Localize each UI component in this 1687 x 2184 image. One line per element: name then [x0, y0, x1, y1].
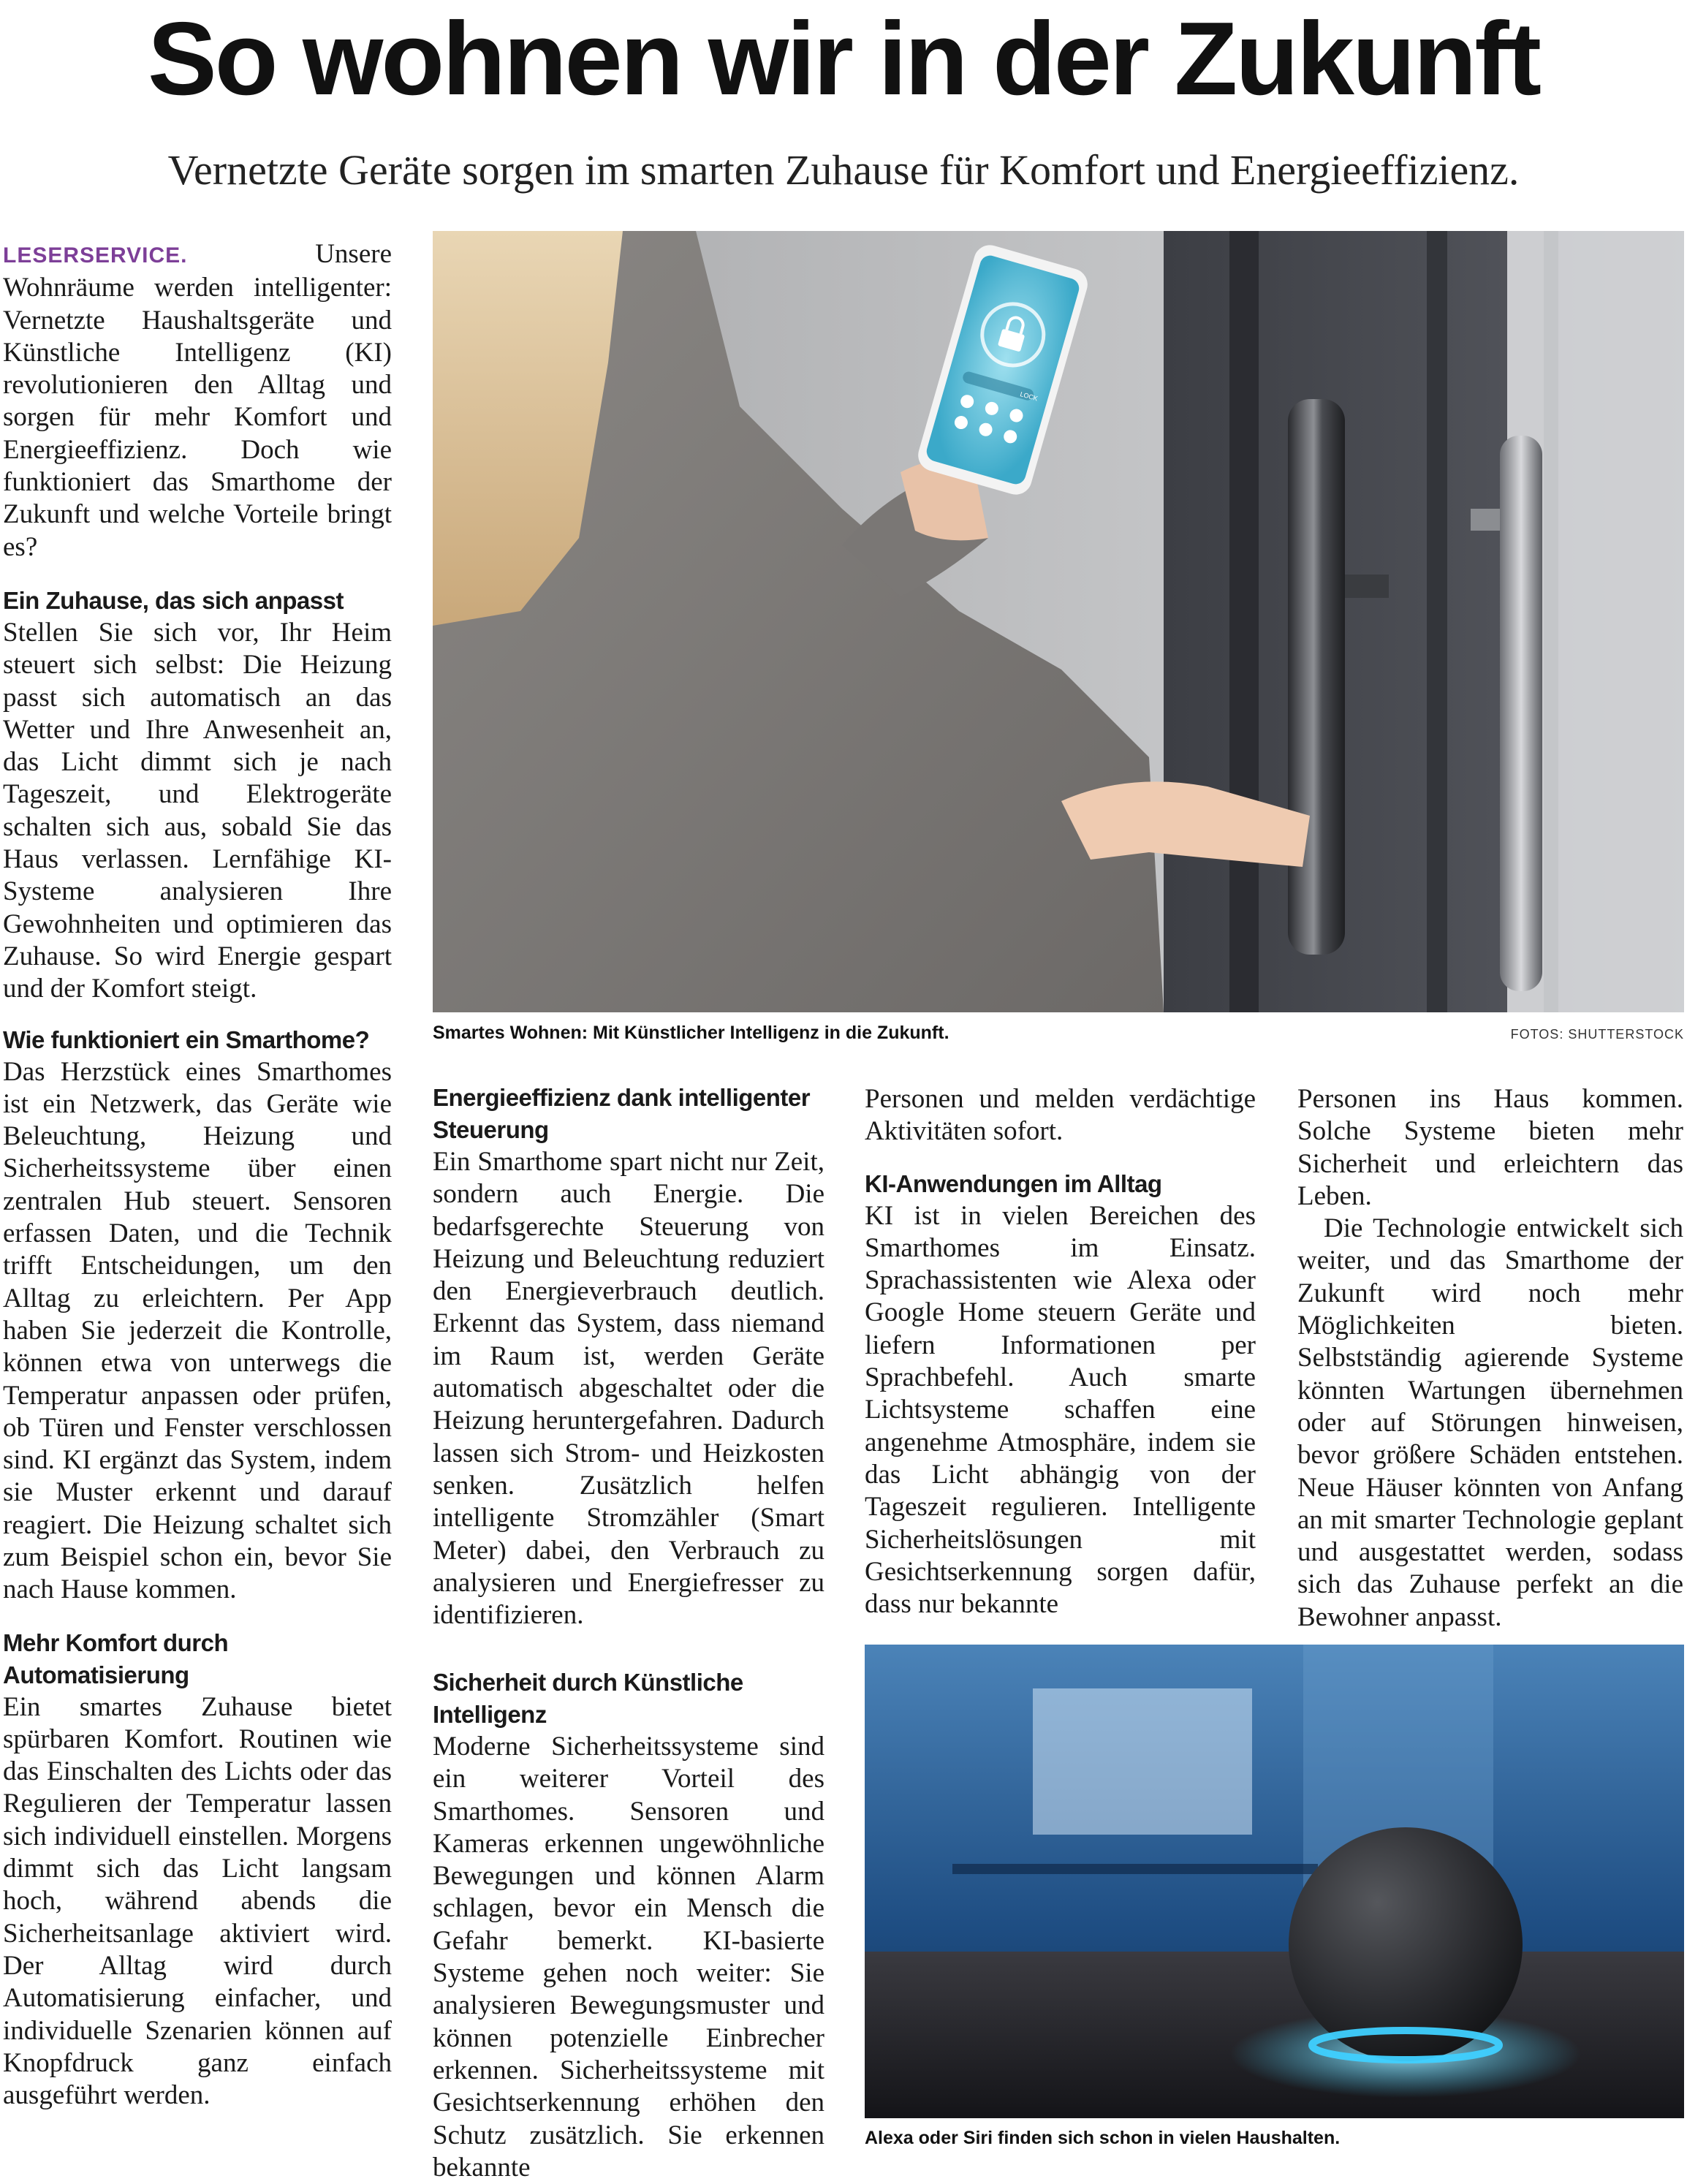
section-heading: Sicherheit durch Künstliche Intelligenz: [433, 1669, 743, 1728]
section-body: KI ist in vielen Bereichen des Smarthomes im Einsatz. Sprachassistenten wie Alexa oder Google Home steuern Geräte und liefern Informationen per Sprachbefehl. Auch smarte Lichtsysteme schaffen eine angenehme Atmosphäre, indem sie das Licht abhängig von der Tageszeit regulieren. Intelligente Sicherheitslösungen mit Gesichtserkennung sorgen dafür, dass nur bekannte: [865, 1200, 1256, 1620]
kicker: LESERSERVICE.: [3, 243, 188, 268]
section-heading: Ein Zuhause, das sich anpasst: [3, 586, 344, 614]
intro-text: Unsere Wohnräume werden intelligenter: Vernetzte Haushaltsgeräte und Künstliche Intelligenz (KI) revolutionieren den Alltag und sorgen für mehr Komfort und Energieeffizienz. Doch wie funktioniert das Smarthome der Zukunft und welche Vorteile bringt es?: [3, 239, 392, 562]
phone-lock-label: LOCK: [1019, 390, 1039, 403]
section-body: Personen und melden verdächtige Aktivitäten sofort.: [865, 1084, 1256, 1147]
subheadline: Vernetzte Geräte sorgen im smarten Zuhause für Komfort und Energieeffizienz.: [167, 146, 1520, 194]
section-body: Stellen Sie sich vor, Ihr Heim steuert sich selbst: Die Heizung passt sich automatisch an das Wetter und Ihre Anwesenheit an, das Licht dimmt sich je nach Tageszeit, und Elektrogeräte schalten sich aus, sobald Sie das Haus verlassen. Lernfähige KI-Systeme analysieren Ihre Gewohnheiten und optimieren das Zuhause. So wird Energie gespart und der Komfort steigt.: [3, 617, 392, 1004]
headline: So wohnen wir in der Zukunft: [148, 1, 1539, 117]
column-3: [865, 1083, 1256, 1620]
section-body: Personen ins Haus kommen. Solche Systeme bieten mehr Sicherheit und erleichtern das Leben.: [1297, 1084, 1683, 1211]
section-heading: Energieeffizienz dank intelligenter Steuerung: [433, 1084, 811, 1143]
column-2: [433, 1082, 824, 1631]
section-body: Moderne Sicherheitssysteme sind ein weiterer Vorteil des Smarthomes. Sensoren und Kameras erkennen ungewöhnliche Bewegungen und können Alarm schlagen, bevor ein Mensch die Gefahr bemerkt. KI-basierte Systeme gehen noch weiter: Sie analysieren Bewegungsmuster und können potenzielle Einbrecher erkennen. Sicherheitssysteme mit Gesichtserkennung erhöhen den Schutz zusätzlich. Sie erkennen bekannte: [433, 1732, 824, 2183]
section-heading: Mehr Komfort durch Automatisierung: [3, 1628, 229, 1688]
main-photo-caption: Smartes Wohnen: Mit Künstlicher Intelligenz in die Zukunft.: [433, 1023, 949, 1043]
intro-paragraph: [3, 238, 392, 564]
column-4: [1297, 1083, 1683, 1634]
section-body: Das Herzstück eines Smarthomes ist ein Netzwerk, das Geräte wie Beleuchtung, Heizung und Sicherheitssysteme über einen zentralen Hub steuert. Sensoren erfassen Daten, und die Technik trifft Entscheidungen, um den Alltag zu erleichtern. Per App haben Sie jederzeit die Kontrolle, können etwa von unterwegs die Temperatur anpassen oder prüfen, ob Türen und Fenster verschlossen sind. KI ergänzt das System, indem sie Muster erkennt und darauf reagiert. Die Heizung schaltet sich zum Beispiel schon ein, bevor Sie nach Hause kommen.: [3, 1056, 392, 1605]
door-scene-illustration: [433, 231, 1684, 1012]
main-photo: [433, 231, 1684, 1012]
speaker-photo: [865, 1645, 1684, 2118]
section-heading: Wie funktioniert ein Smarthome?: [3, 1025, 370, 1053]
section-body: Ein Smarthome spart nicht nur Zeit, sondern auch Energie. Die bedarfsgerechte Steuerung von Heizung und Beleuchtung reduziert den Energieverbrauch deutlich. Erkennt das System, dass niemand im Raum ist, werden Geräte automatisch abgeschaltet oder die Heizung heruntergefahren. Dadurch lassen sich Strom- und Heizkosten senken. Zusätzlich helfen intelligente Stromzähler (Smart Meter) dabei, den Verbrauch zu analysieren und Energiefresser zu identifizieren.: [433, 1147, 824, 1631]
section-body: Ein smartes Zuhause bietet spürbaren Komfort. Routinen wie das Einschalten des Lichts oder das Regulieren der Temperatur lassen sich individuell einstellen. Morgens dimmt sich das Licht langsam hoch, während abends die Sicherheitsanlage aktiviert wird. Der Alltag wird durch Automatisierung einfacher, und individuelle Szenarien können auf Knopfdruck ganz einfach ausgeführt werden.: [3, 1691, 392, 2111]
photo-credit: FOTOS: SHUTTERSTOCK: [1510, 1027, 1684, 1042]
section-body: Die Technologie entwickelt sich weiter, und das Smarthome der Zukunft wird noch mehr Möglichkeiten bieten. Selbstständig agierende Systeme könnten Wartungen übernehmen oder auf Störungen hinweisen, bevor größere Schäden entstehen. Neue Häuser könnten von Anfang an mit smarter Technologie geplant und ausgestattet werden, sodass sich das Zuhause perfekt an die Bewohner anpasst.: [1297, 1213, 1683, 1632]
section-heading: KI-Anwendungen im Alltag: [865, 1169, 1162, 1197]
column-2-lower: [433, 1667, 824, 2184]
column-1: [3, 238, 392, 2112]
smart-speaker-illustration: [865, 1645, 1684, 2118]
speaker-photo-caption: Alexa oder Siri finden sich schon in vielen Haushalten.: [865, 2128, 1341, 2148]
